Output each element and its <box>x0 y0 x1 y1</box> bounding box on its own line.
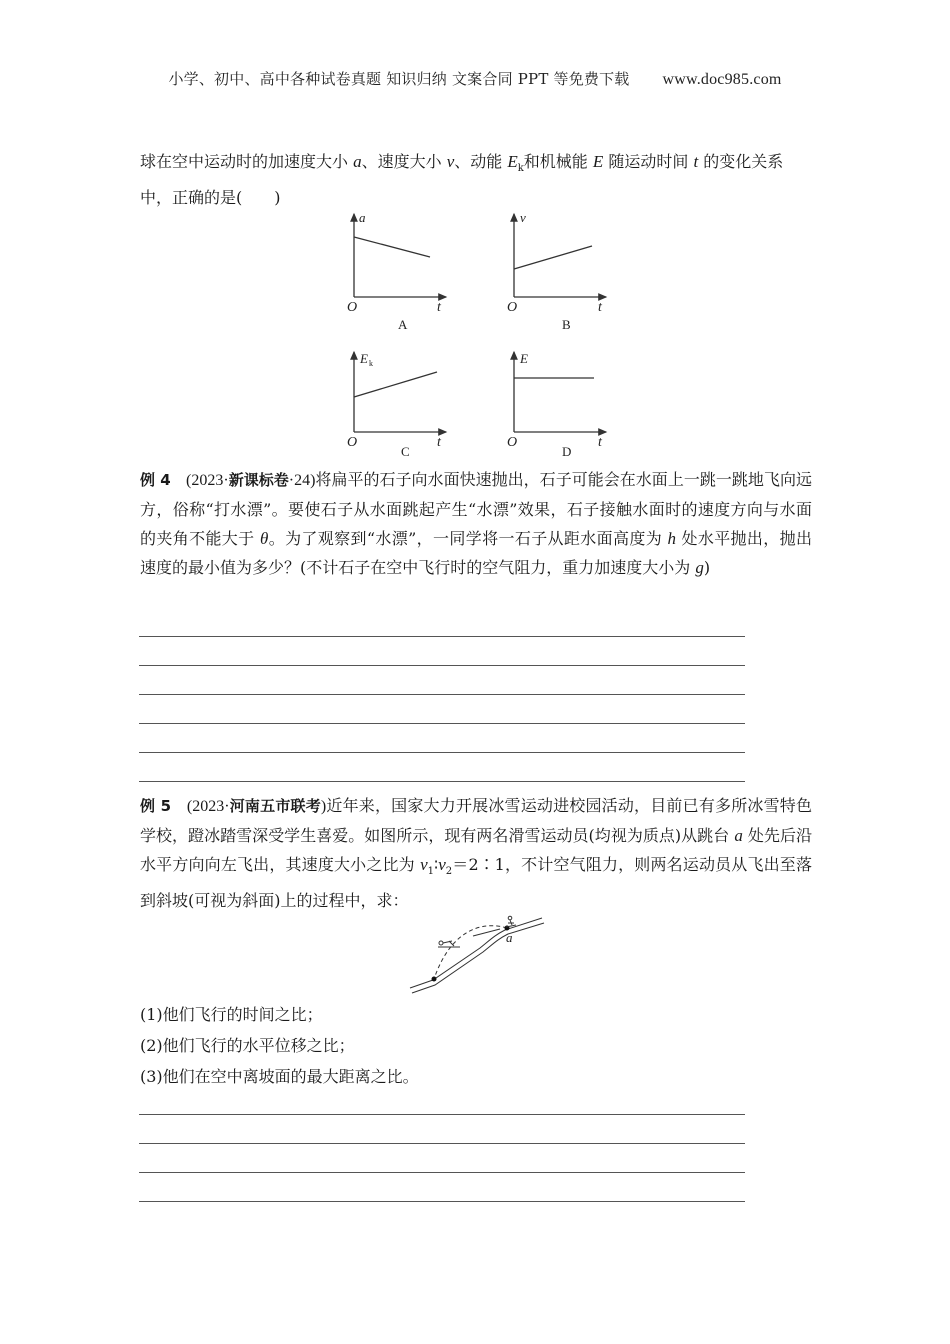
graph-d-caption: D <box>562 444 572 459</box>
graph-b-caption: B <box>562 317 571 332</box>
graph-c-ysub: k <box>369 359 373 368</box>
source-text: ·24) <box>288 472 316 489</box>
ratio-colon: ∶ <box>434 855 439 874</box>
example-5-text: ＝2∶1，不计空气阻力，则两名运动员从飞出至落到斜坡(可视为斜面)上的过程中，求： <box>140 855 812 911</box>
var-t: t <box>693 152 699 171</box>
example-4-text: 。为了观察到“水漂”，一同学将一石子从距水面高度为 <box>268 529 668 548</box>
header-site-link[interactable]: www.doc985.com <box>662 71 782 88</box>
graph-b-origin: O <box>507 300 518 315</box>
answer-line[interactable] <box>139 1172 745 1173</box>
var-e: E <box>592 152 604 171</box>
graph-d-xlabel: t <box>598 435 602 450</box>
graph-a-ylabel: a <box>359 210 366 225</box>
stem-text: 和机械能 <box>523 152 593 171</box>
source-text: (2023· <box>186 472 229 489</box>
source-bold: 新课标卷 <box>228 471 289 489</box>
stem-text: 、速度大小 <box>361 152 447 171</box>
example-4-text: 将扁平的石子向水面快速抛出，石子可能会在水面上一跳一跳地飞向远方，俗称“打水漂”。要使石子从水面跳起产生“水漂”效果，石子接触水面时的速度方向与水面的夹角不能大于 <box>140 470 812 548</box>
var-g: g <box>695 558 704 577</box>
graph-b-xlabel: t <box>598 300 602 315</box>
example-4-label: 例 4 <box>140 471 171 489</box>
graph-a-origin: O <box>347 300 358 315</box>
stem-text: 随运动时间 <box>603 152 694 171</box>
header-text: 小学、初中、高中各种试卷真题 知识归纳 文案合同 PPT 等免费下载 <box>168 70 630 88</box>
var-v2: v <box>438 855 446 874</box>
subscript-k: k <box>517 163 524 175</box>
stem-text: 、动能 <box>454 152 508 171</box>
var-ek: E <box>507 152 518 171</box>
var-v1: v <box>420 855 428 874</box>
var-h: h <box>667 529 677 548</box>
example-4-text: ) <box>703 558 711 577</box>
graph-a-xlabel: t <box>437 300 441 315</box>
subscript-2: 2 <box>445 866 453 878</box>
example-5-text: 处先后沿水平方向向左飞出，其速度大小之比为 <box>140 826 812 874</box>
var-v: v <box>446 152 455 171</box>
graph-c-ylabel: E <box>360 351 368 366</box>
var-a: a <box>353 152 362 171</box>
graph-a-caption: A <box>398 317 408 332</box>
figure-label-a: a <box>506 930 513 945</box>
example-5-label: 例 5 <box>140 797 172 815</box>
stem-text: 的变化关系 <box>698 152 784 171</box>
graph-d-ylabel: E <box>520 351 528 366</box>
slope-lower <box>412 923 544 993</box>
answer-line[interactable] <box>139 1143 745 1144</box>
skier-at-a-icon <box>506 916 516 927</box>
answer-line[interactable] <box>139 1114 745 1115</box>
answer-line[interactable] <box>139 1201 745 1202</box>
example-4-text: 处水平抛出，抛出速度的最小值为多少？(不计石子在空中飞行时的空气阻力，重力加速度大小为 <box>140 529 813 577</box>
var-theta: θ <box>259 529 269 548</box>
sub-question-1: (1)他们飞行的时间之比； <box>140 1005 323 1024</box>
stem-text: 球在空中运动时的加速度大小 <box>140 152 354 171</box>
graph-c-origin: O <box>347 435 358 450</box>
var-a: a <box>734 826 743 845</box>
source-bold: 河南五市联考 <box>229 797 321 815</box>
graph-c-caption: C <box>401 444 410 459</box>
source-text: (2023· <box>186 798 230 815</box>
subscript-1: 1 <box>427 866 435 878</box>
sub-question-3: (3)他们在空中离坡面的最大距离之比。 <box>140 1067 419 1086</box>
graph-b-ylabel: v <box>520 210 526 225</box>
stem-answer-blank: 中，正确的是( ) <box>140 188 281 208</box>
skier-icon <box>438 941 460 947</box>
graph-c-xlabel: t <box>437 435 441 450</box>
graph-d-origin: O <box>507 435 518 450</box>
trajectory-long <box>434 926 507 979</box>
landing-dot <box>432 977 437 982</box>
sub-question-2: (2)他们飞行的水平位移之比； <box>140 1036 355 1055</box>
example-5-text: 近年来，国家大力开展冰雪运动进校园活动，目前已有多所冰雪特色学校，蹬冰踏雪深受学生喜爱。如图所示，现有两名滑雪运动员(均视为质点)从跳台 <box>140 796 812 845</box>
source-text: ) <box>320 798 327 815</box>
